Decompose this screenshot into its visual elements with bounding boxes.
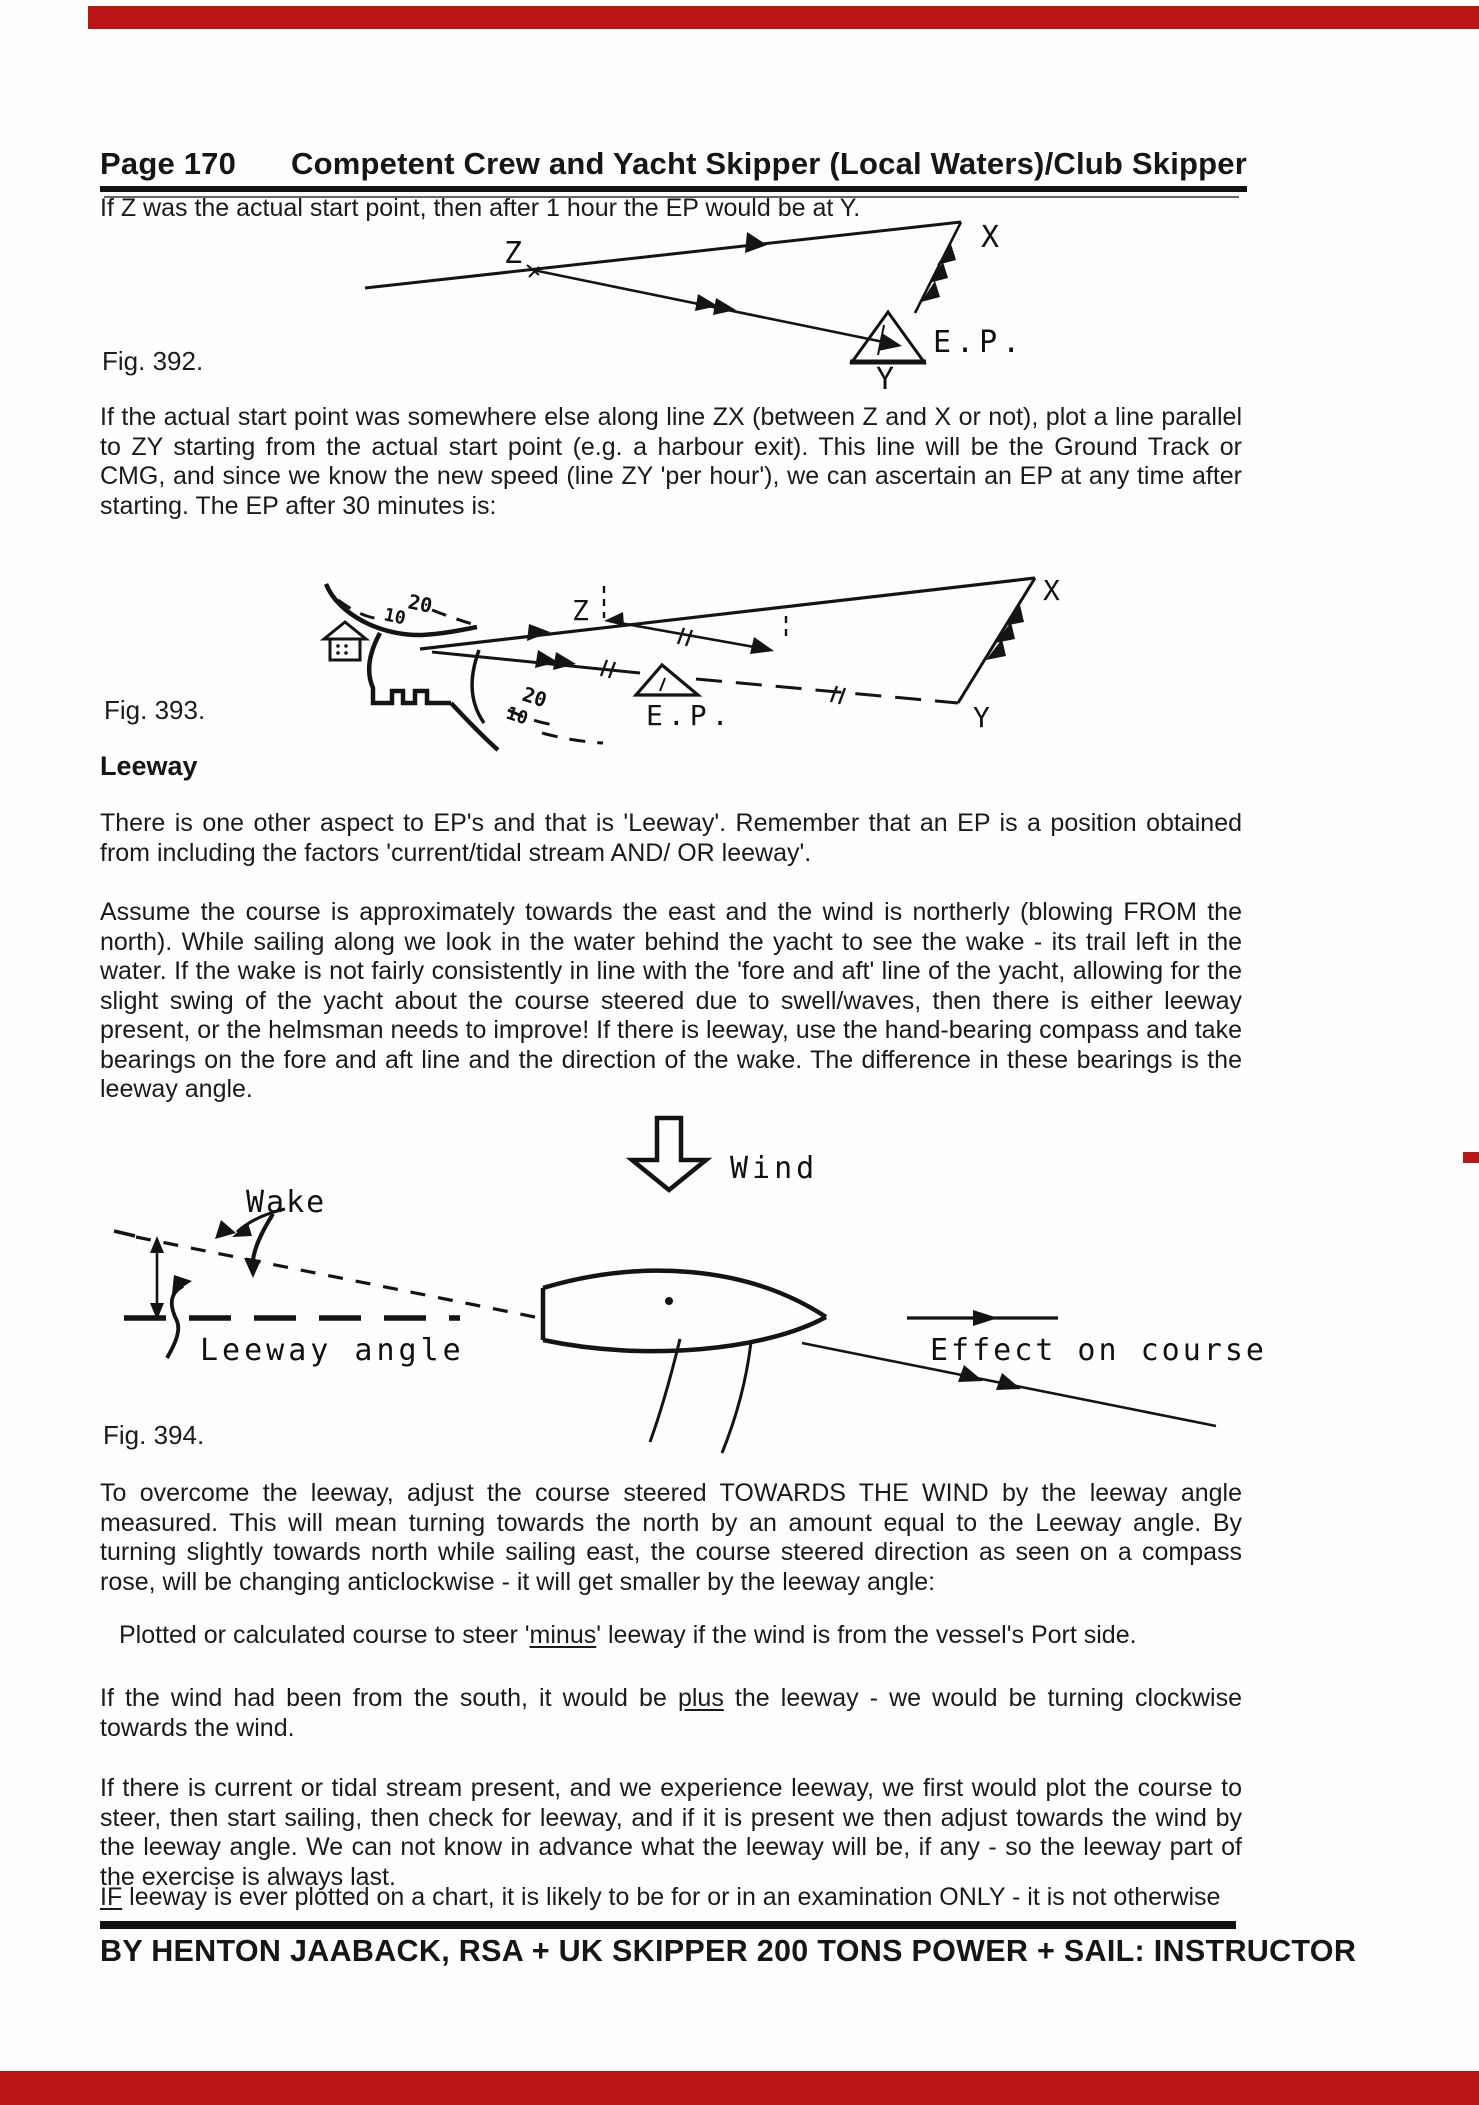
fig393-label-z: Z xyxy=(572,594,589,627)
page-header xyxy=(100,146,1247,182)
fig394-label-leeway-angle: Leeway angle xyxy=(200,1333,465,1368)
fig394-caption: Fig. 394. xyxy=(103,1420,205,1450)
fig393-label-x: X xyxy=(1043,574,1060,607)
leeway-heading: Leeway xyxy=(100,751,198,781)
paragraph-2: There is one other aspect to EP's and that is 'Leeway'. Remember that an EP is a position obtained from including the factors 'current/tidal stream AND/ OR leeway'. xyxy=(100,809,1242,867)
wind-arrow-icon xyxy=(632,1118,706,1190)
fig393-diagram xyxy=(80,560,1100,765)
callout-post: ' leeway if the wind is from the vessel's Port side. xyxy=(596,1621,1137,1649)
header-rule xyxy=(100,186,1247,192)
paragraph-3: Assume the course is approximately towards the east and the wind is northerly (blowing FROM the north). While sailing along we look in the water behind the yacht to see the wake - its trail left in the water. If the wake is not fairly consistently in line with the 'fore and aft' line of the yacht, allowing for the slight swing of the yacht about the course steered due to swell/waves, then there is either leeway present, or the helmsman needs to improve! If there is leeway, use the hand-bearing compass and take bearings on the fore and aft line and the direction of the wake. The difference in these bearings is the leeway angle. xyxy=(100,898,1242,1103)
callout-pre: Plotted or calculated course to steer ' xyxy=(119,1621,530,1649)
intro-line: If Z was the actual start point, then after 1 hour the EP would be at Y. xyxy=(100,194,861,222)
para7-underlined: IF xyxy=(100,1883,123,1911)
scan-edge-bottom-bar xyxy=(0,2071,1479,2105)
fig394-label-wake: Wake xyxy=(246,1185,327,1220)
scan-edge-top-bar xyxy=(88,6,1479,29)
footer-byline: BY HENTON JAABACK, RSA + UK SKIPPER 200 TONS POWER + SAIL: INSTRUCTOR xyxy=(100,1934,1357,1968)
fig392-caption: Fig. 392. xyxy=(102,346,204,376)
page-number: Page 170 xyxy=(100,146,237,181)
para5-pre: If the wind had been from the south, it would be xyxy=(100,1684,678,1712)
paragraph-5 xyxy=(100,1684,1242,1743)
para7-post: leeway is ever plotted on a chart, it is likely to be for or in an examination ONLY - it is not otherwise xyxy=(122,1883,1221,1911)
fig394-label-effect: Effect on course xyxy=(930,1333,1267,1368)
paragraph-1: If the actual start point was somewhere else along line ZX (between Z and X or not), plot a line parallel to ZY starting from the actual start point (e.g. a harbour exit). This line will be the Ground Track or CMG, and since we know the new speed (line ZY 'per hour'), we can ascertain an EP at any time after starting. The EP after 30 minutes is: xyxy=(100,403,1242,520)
boat-hull xyxy=(543,1271,826,1453)
fig393-depth20-bottom: 20 xyxy=(519,681,550,713)
house-icon xyxy=(324,622,366,660)
paragraph-6: If there is current or tidal stream present, and we experience leeway, we first would plot the course to steer, then start sailing, then check for leeway, and if it is present we then adjust towards the wind by the leeway angle. We can not know in advance what the leeway will be, if any - so the leeway part of the exercise is always last. xyxy=(100,1774,1242,1891)
callout-line xyxy=(119,1621,1249,1651)
fig393-depth10-top: 10 xyxy=(381,604,408,630)
fig392-diagram xyxy=(80,205,1080,400)
fig392-label-z: Z xyxy=(504,236,523,271)
fig394-label-wind: Wind xyxy=(730,1151,819,1186)
fig392-label-y: Y xyxy=(876,362,895,397)
fig393-depth20-top: 20 xyxy=(405,589,435,618)
page-title: Competent Crew and Yacht Skipper (Local Waters)/Club Skipper xyxy=(291,146,1247,181)
paragraph-7 xyxy=(100,1883,1248,1913)
fig394-diagram xyxy=(80,1110,1320,1465)
fig392-label-x: X xyxy=(981,220,1000,255)
callout-underlined: minus xyxy=(529,1621,597,1649)
fig392-label-ep: E.P. xyxy=(933,325,1026,360)
footer-rule xyxy=(100,1921,1236,1929)
fig393-label-y: Y xyxy=(973,701,990,734)
fig393-depth10-bottom: 10 xyxy=(503,702,531,730)
paragraph-4: To overcome the leeway, adjust the course steered TOWARDS THE WIND by the leeway angle measured. This will mean turning towards the north by an amount equal to the Leeway angle. By turning slightly towards north while sailing east, the course steered direction as seen on a compass rose, will be changing anticlockwise - it will get smaller by the leeway angle: xyxy=(100,1479,1242,1596)
fig393-caption: Fig. 393. xyxy=(104,695,206,725)
scan-edge-right-dash xyxy=(1463,1152,1479,1163)
para5-underlined: plus xyxy=(677,1684,724,1712)
fig393-label-ep: E.P. xyxy=(646,699,734,732)
para5-post: the leeway - we would be turning clockwise towards the wind. xyxy=(100,1684,1242,1742)
